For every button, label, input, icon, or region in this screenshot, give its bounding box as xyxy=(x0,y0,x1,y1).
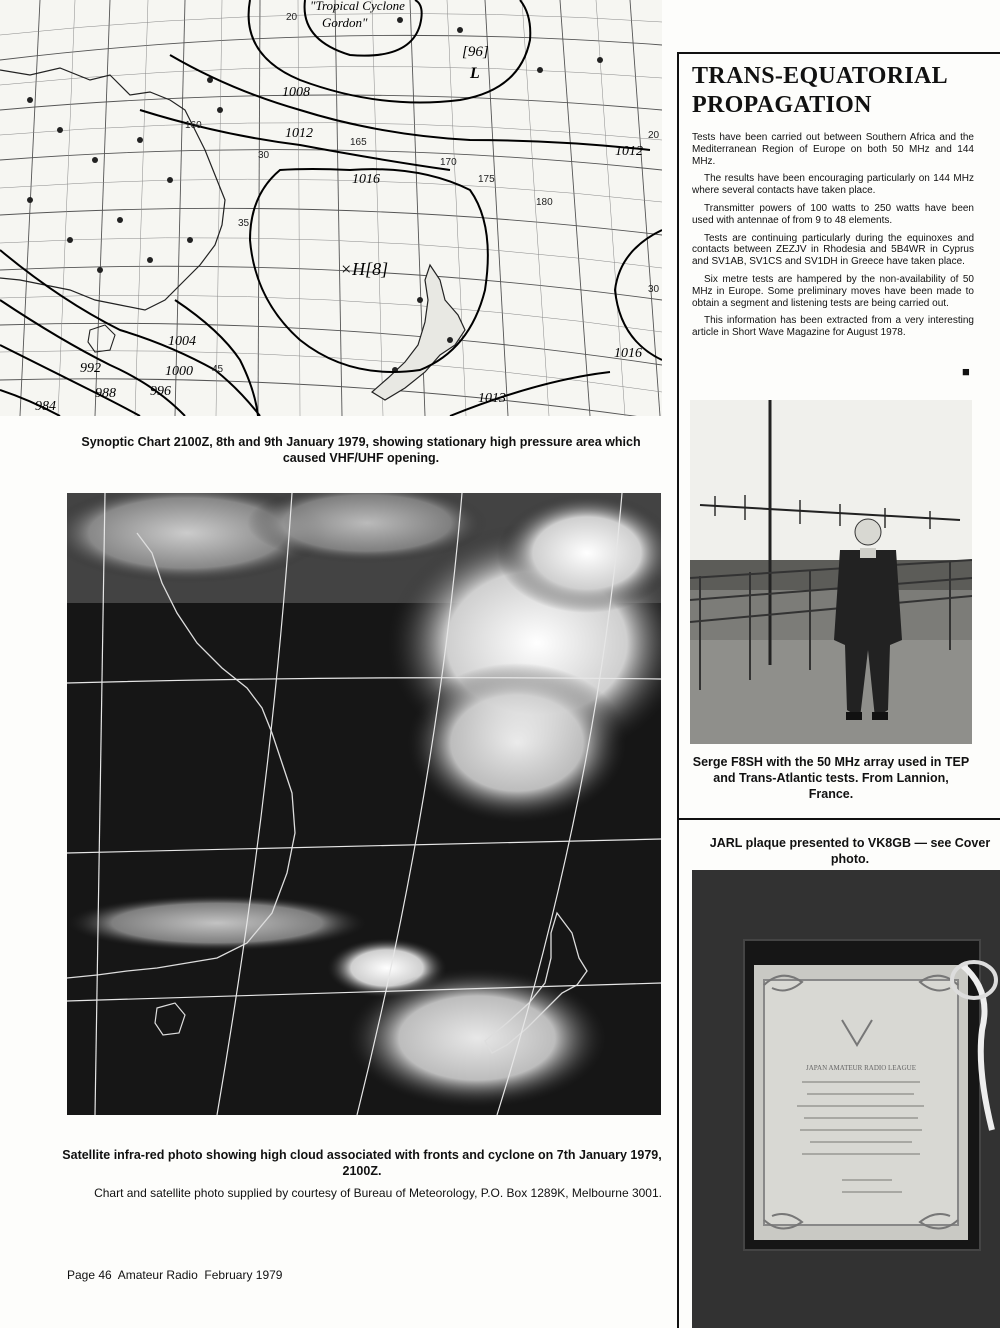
photo-credit: Chart and satellite photo supplied by courtesy of Bureau of Meteorology, P.O. Box 1289K, Melbourne 3001. xyxy=(94,1186,662,1200)
isobar-label: 1012 xyxy=(285,126,313,141)
cyclone-label-1: "Tropical Cyclone xyxy=(310,0,405,13)
isobar-label: 996 xyxy=(150,384,171,399)
pressure-box-96: [96] xyxy=(462,44,489,60)
longitude-label: 175 xyxy=(478,174,495,185)
latitude-label: 45 xyxy=(212,364,224,375)
low-marker: L xyxy=(470,65,480,82)
synoptic-chart xyxy=(0,0,662,416)
column-rule-top xyxy=(677,52,1000,54)
article-title-line-2: PROPAGATION xyxy=(692,92,872,118)
isobar-label: 1016 xyxy=(352,172,380,187)
antenna-photo-caption: Serge F8SH with the 50 MHz array used in TEP and Trans-Atlantic tests. From Lannion, France. xyxy=(692,755,970,801)
article-body xyxy=(692,132,974,339)
article-title-line-1: TRANS-EQUATORIAL xyxy=(692,63,948,89)
article-paragraph: Tests have been carried out between Southern Africa and the Mediterranean Region of Europe on both 50 MHz and 144 MHz. xyxy=(692,132,974,167)
isobar-label: 988 xyxy=(95,386,116,401)
longitude-label: 180 xyxy=(536,197,553,208)
latitude-label: 20 xyxy=(648,130,660,141)
isobar-label: 1012 xyxy=(615,144,643,159)
satellite-photo xyxy=(67,493,661,1115)
article-title xyxy=(692,62,992,120)
article-paragraph: The results have been encouraging particularly on 144 MHz where several contacts have taken place. xyxy=(692,173,974,197)
isobar-label: 992 xyxy=(80,361,101,376)
plaque-photo-caption: JARL plaque presented to VK8GB — see Cover photo. xyxy=(709,836,991,866)
antenna-photo xyxy=(690,400,972,744)
isobar-label: 984 xyxy=(35,399,56,414)
longitude-label: 170 xyxy=(440,157,457,168)
latitude-label: 20 xyxy=(286,12,298,23)
column-rule-left xyxy=(677,52,679,1328)
latitude-label: 30 xyxy=(258,150,270,161)
longitude-label: 160 xyxy=(185,120,202,131)
article-paragraph: This information has been extracted from a very interesting article in Short Wave Magazine for August 1978. xyxy=(692,315,974,339)
article-paragraph: Six metre tests are hampered by the non-availability of 50 MHz in Europe. Some preliminary moves have been made to obtain a segment and listening tests are being carried out. xyxy=(692,273,974,309)
longitude-label: 165 xyxy=(350,137,367,148)
high-pressure-marker: ×H[8] xyxy=(340,259,389,279)
synoptic-chart-caption: Synoptic Chart 2100Z, 8th and 9th January 1979, showing stationary high pressure area which caused VHF/UHF opening. xyxy=(81,435,641,465)
page-footer: Page 46 Amateur Radio February 1979 xyxy=(67,1268,283,1282)
plaque-inscription: JAPAN AMATEUR RADIO LEAGUE xyxy=(806,1064,916,1072)
latitude-label: 35 xyxy=(238,218,250,229)
isobar-label: 1013 xyxy=(478,391,506,406)
isobar-label: 1016 xyxy=(614,346,642,361)
isobar-label: 1004 xyxy=(168,334,196,349)
isobar-label: 1008 xyxy=(282,85,310,100)
article-paragraph: Tests are continuing particularly during the equinoxes and contacts between ZEZJV in Rhodesia and 5B4WR in Cyprus and SV1AB, SV1CS and SV1DH in Greece have taken place. xyxy=(692,232,974,268)
cyclone-label-2: Gordon" xyxy=(322,15,368,30)
latitude-label: 30 xyxy=(648,284,660,295)
article-paragraph: Transmitter powers of 100 watts to 250 watts have been used with antennae of from 9 to 48 elements. xyxy=(692,202,974,226)
satellite-photo-caption: Satellite infra-red photo showing high cloud associated with fronts and cyclone on 7th January 1979, 2100Z. xyxy=(62,1148,662,1178)
plaque-photo xyxy=(692,870,1000,1328)
end-of-article-mark: ■ xyxy=(962,364,970,379)
section-rule xyxy=(677,818,1000,820)
isobar-label: 1000 xyxy=(165,364,193,379)
